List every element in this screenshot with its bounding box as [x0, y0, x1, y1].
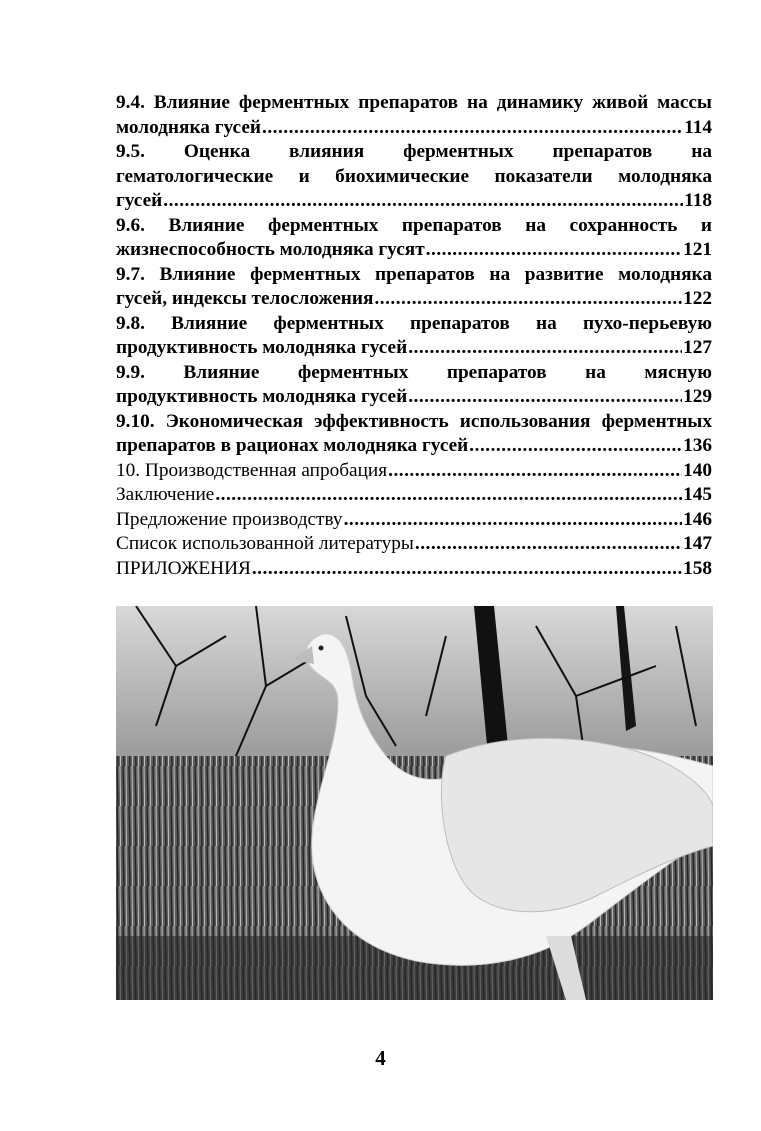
toc-entry-9-4[interactable] — [116, 91, 712, 140]
toc-entry-9-8[interactable] — [116, 312, 712, 361]
toc-page-number: 136 — [683, 435, 712, 456]
dot-leader — [469, 434, 682, 459]
toc-entry-title: молодняка гусей — [116, 116, 262, 138]
toc-entry-lastline — [116, 189, 712, 214]
toc-entry-9-5[interactable] — [116, 140, 712, 214]
toc-page-number: 147 — [683, 533, 712, 554]
dot-leader — [415, 532, 682, 557]
toc-page-number: 158 — [683, 557, 712, 579]
toc-page-number: 146 — [683, 508, 712, 530]
dot-leader — [215, 483, 682, 508]
toc-entry-9-6[interactable] — [116, 214, 712, 263]
toc-entry-title: Заключение — [116, 484, 215, 505]
toc-entry-title: жизнеспособность молодняка гусят — [116, 239, 425, 260]
dot-leader — [262, 116, 683, 141]
dot-leader — [388, 459, 682, 484]
goose-illustration — [116, 606, 713, 1000]
toc-entry-title: продуктивность молодняка гусей — [116, 386, 408, 407]
toc-entry-title: Список использованной литературы — [116, 533, 414, 554]
toc-entry-lastline — [116, 385, 712, 410]
toc-page-number: 140 — [683, 459, 712, 481]
toc-entry-line: 9.6. Влияние ферментных препаратов на сохранность и — [116, 214, 712, 236]
toc-entry-conclusion[interactable] — [116, 483, 712, 508]
dot-leader — [426, 238, 682, 263]
toc-entry-line: 9.5. Оценка влияния ферментных препаратов на — [116, 141, 712, 162]
toc-entry-line: 9.8. Влияние ферментных препаратов на пухо-перьевую — [116, 312, 712, 334]
page-number: 4 — [375, 1046, 386, 1070]
toc-page-number: 118 — [684, 190, 712, 211]
toc-entry-title: Предложение производству — [116, 508, 343, 530]
toc-entry-line: гематологические и биохимические показатели молодняка — [116, 165, 712, 187]
toc-entry-title: гусей — [116, 190, 163, 211]
toc-entry-10[interactable] — [116, 459, 712, 484]
toc-entry-proposal[interactable] — [116, 508, 712, 533]
toc-entry-9-10[interactable] — [116, 410, 712, 459]
toc-page-number: 122 — [683, 288, 712, 309]
toc-entry-9-9[interactable] — [116, 361, 712, 410]
toc-entry-title: ПРИЛОЖЕНИЯ — [116, 557, 251, 579]
toc-entry-title: 10. Производственная апробация — [116, 459, 388, 481]
toc-entry-lastline — [116, 116, 712, 141]
toc-entry-lastline — [116, 238, 712, 263]
toc-entry-line: 9.9. Влияние ферментных препаратов на мясную — [116, 361, 712, 383]
toc-page-number: 127 — [683, 337, 712, 358]
toc-entry-9-7[interactable] — [116, 263, 712, 312]
toc-entry-appendices[interactable] — [116, 557, 712, 582]
table-of-contents — [116, 91, 712, 581]
dot-leader — [408, 385, 682, 410]
dot-leader — [252, 557, 682, 582]
toc-entry-title: препаратов в рационах молодняка гусей — [116, 435, 469, 456]
toc-entry-line: 9.4. Влияние ферментных препаратов на динамику живой массы — [116, 92, 712, 113]
toc-page-number: 121 — [683, 239, 712, 260]
toc-entry-references[interactable] — [116, 532, 712, 557]
toc-entry-line: 9.10. Экономическая эффективность использования ферментных — [116, 410, 712, 432]
toc-page-number: 145 — [683, 484, 712, 505]
toc-entry-lastline — [116, 287, 712, 312]
toc-entry-title: гусей, индексы телосложения — [116, 288, 374, 309]
toc-page-number: 129 — [683, 386, 712, 407]
goose-photo — [116, 606, 713, 1000]
dot-leader — [163, 189, 683, 214]
toc-entry-title: продуктивность молодняка гусей — [116, 337, 408, 358]
toc-entry-line: 9.7. Влияние ферментных препаратов на развитие молодняка — [116, 263, 712, 285]
toc-entry-lastline — [116, 336, 712, 361]
dot-leader — [408, 336, 682, 361]
toc-entry-lastline — [116, 434, 712, 459]
toc-page-number: 114 — [684, 116, 712, 138]
dot-leader — [344, 508, 683, 533]
dot-leader — [374, 287, 682, 312]
